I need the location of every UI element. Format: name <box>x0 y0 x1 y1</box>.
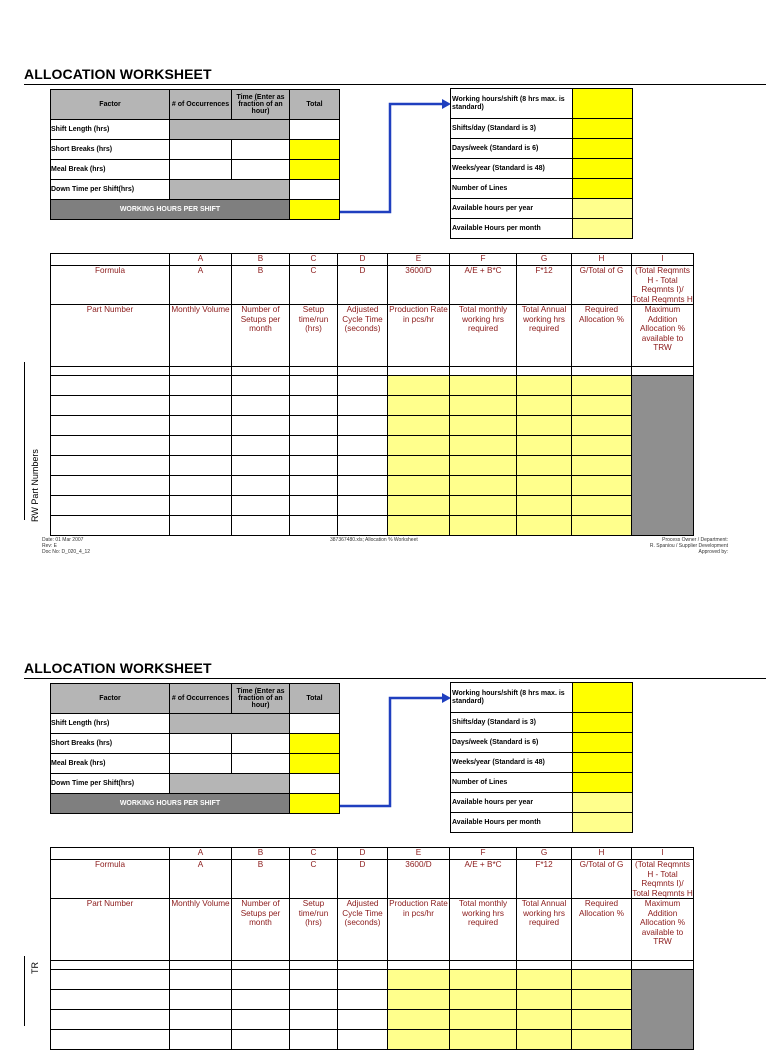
part-number-cell[interactable] <box>51 970 170 990</box>
column-letter: G <box>517 848 572 860</box>
factor-row-label: Down Time per Shift(hrs) <box>51 180 170 200</box>
column-header: Required Allocation % <box>572 899 632 961</box>
input-cell[interactable] <box>232 496 290 516</box>
column-header: Setup time/run (hrs) <box>290 899 338 961</box>
total-cell[interactable] <box>290 140 340 160</box>
occurrences-header: # of Occurrences <box>170 90 232 120</box>
footer-owner-name: R. Spaniou / Supplier Development <box>649 543 728 549</box>
input-cell[interactable] <box>338 1010 388 1030</box>
part-number-header: Part Number <box>51 305 170 367</box>
calc-cell[interactable] <box>572 476 632 496</box>
calc-cell[interactable] <box>572 516 632 536</box>
capacity-value-cell[interactable] <box>573 119 633 139</box>
formula-cell: F*12 <box>517 860 572 899</box>
footer-right <box>650 537 728 555</box>
working-hours-total-cell[interactable] <box>290 200 340 220</box>
factor-row-label: Meal Break (hrs) <box>51 160 170 180</box>
capacity-value-cell[interactable] <box>573 773 633 793</box>
input-cell[interactable] <box>290 476 338 496</box>
capacity-value-cell[interactable] <box>573 753 633 773</box>
max-allocation-cell <box>632 970 694 1050</box>
spacer-cell <box>388 961 450 970</box>
spacer-cell <box>517 367 572 376</box>
column-header: Total Annual working hrs required <box>517 305 572 367</box>
input-cell[interactable] <box>290 416 338 436</box>
working-hours-summary-label: WORKING HOURS PER SHIFT <box>51 794 290 814</box>
input-cell[interactable] <box>170 456 232 476</box>
calc-cell[interactable] <box>572 1010 632 1030</box>
calc-cell[interactable] <box>517 1010 572 1030</box>
calc-cell[interactable] <box>572 376 632 396</box>
grayed-cell <box>170 714 290 734</box>
capacity-row-label: Available Hours per month <box>451 219 573 239</box>
input-cell[interactable] <box>170 516 232 536</box>
calc-cell[interactable] <box>388 476 450 496</box>
total-cell[interactable] <box>290 160 340 180</box>
factor-table <box>50 683 340 814</box>
spacer-cell <box>572 367 632 376</box>
calc-cell[interactable] <box>517 496 572 516</box>
input-cell[interactable] <box>170 376 232 396</box>
formula-cell: 3600/D <box>388 266 450 305</box>
input-cell[interactable] <box>170 436 232 456</box>
calc-cell[interactable] <box>450 456 517 476</box>
time-cell[interactable] <box>232 754 290 774</box>
factor-row-label: Short Breaks (hrs) <box>51 140 170 160</box>
spacer-cell <box>51 961 170 970</box>
input-cell[interactable] <box>170 1010 232 1030</box>
capacity-value-cell[interactable] <box>573 219 633 239</box>
part-number-cell[interactable] <box>51 1030 170 1050</box>
formula-cell: D <box>338 266 388 305</box>
occurrences-cell[interactable] <box>170 734 232 754</box>
side-label: TR <box>30 962 40 974</box>
part-number-cell[interactable] <box>51 436 170 456</box>
working-hours-summary-label: WORKING HOURS PER SHIFT <box>51 200 290 220</box>
worksheet-title: ALLOCATION WORKSHEET <box>24 660 212 676</box>
calc-cell[interactable] <box>517 436 572 456</box>
spacer-cell <box>517 961 572 970</box>
formula-cell: 3600/D <box>388 860 450 899</box>
input-cell[interactable] <box>338 476 388 496</box>
column-letter: I <box>632 254 694 266</box>
column-letter: E <box>388 848 450 860</box>
calc-cell[interactable] <box>388 1030 450 1050</box>
calc-cell[interactable] <box>450 376 517 396</box>
capacity-row-label: Shifts/day (Standard is 3) <box>451 119 573 139</box>
input-cell[interactable] <box>232 1030 290 1050</box>
column-header: Adjusted Cycle Time (seconds) <box>338 305 388 367</box>
input-cell[interactable] <box>232 970 290 990</box>
formula-cell: A/E + B*C <box>450 266 517 305</box>
footer-doc-no: Doc No: D_020_4_12 <box>42 549 91 555</box>
footer-approved: Approved by: <box>698 549 728 555</box>
part-number-cell[interactable] <box>51 516 170 536</box>
calc-cell[interactable] <box>450 496 517 516</box>
column-header: Monthly Volume <box>170 305 232 367</box>
link-arrow <box>338 96 453 216</box>
column-header: Total monthly working hrs required <box>450 899 517 961</box>
column-letter: I <box>632 848 694 860</box>
capacity-value-cell[interactable] <box>573 89 633 119</box>
capacity-row-label: Available Hours per month <box>451 813 573 833</box>
input-cell[interactable] <box>290 516 338 536</box>
input-cell[interactable] <box>170 990 232 1010</box>
calc-cell[interactable] <box>572 436 632 456</box>
input-cell[interactable] <box>170 1030 232 1050</box>
calc-cell[interactable] <box>517 1030 572 1050</box>
part-number-cell[interactable] <box>51 456 170 476</box>
link-arrow <box>338 690 453 810</box>
input-cell[interactable] <box>290 376 338 396</box>
capacity-value-cell[interactable] <box>573 813 633 833</box>
input-cell[interactable] <box>290 970 338 990</box>
spacer-cell <box>450 367 517 376</box>
input-cell[interactable] <box>338 496 388 516</box>
calc-cell[interactable] <box>450 476 517 496</box>
input-cell[interactable] <box>232 416 290 436</box>
calc-cell[interactable] <box>572 416 632 436</box>
input-cell[interactable] <box>290 456 338 476</box>
input-cell[interactable] <box>232 476 290 496</box>
factor-row-label: Down Time per Shift(hrs) <box>51 774 170 794</box>
column-header: Number of Setups per month <box>232 305 290 367</box>
spacer-cell <box>290 961 338 970</box>
formula-cell: G/Total of G <box>572 860 632 899</box>
calc-cell[interactable] <box>388 1010 450 1030</box>
total-cell[interactable] <box>290 714 340 734</box>
input-cell[interactable] <box>290 1030 338 1050</box>
column-letter: E <box>388 254 450 266</box>
spacer-cell <box>232 367 290 376</box>
worksheet-page-2 <box>0 594 768 1024</box>
calc-cell[interactable] <box>450 516 517 536</box>
calc-cell[interactable] <box>572 396 632 416</box>
formula-cell: B <box>232 266 290 305</box>
column-letter: H <box>572 254 632 266</box>
factor-row-label: Short Breaks (hrs) <box>51 734 170 754</box>
calc-cell[interactable] <box>517 416 572 436</box>
time-header: Time (Enter as fraction of an hour) <box>232 684 290 714</box>
calc-cell[interactable] <box>388 456 450 476</box>
column-letter: F <box>450 254 517 266</box>
part-number-cell[interactable] <box>51 416 170 436</box>
calc-cell[interactable] <box>517 990 572 1010</box>
capacity-row-label: Weeks/year (Standard is 48) <box>451 753 573 773</box>
occurrences-cell[interactable] <box>170 140 232 160</box>
input-cell[interactable] <box>338 416 388 436</box>
calc-cell[interactable] <box>388 496 450 516</box>
factor-row-label: Shift Length (hrs) <box>51 714 170 734</box>
calc-cell[interactable] <box>388 416 450 436</box>
calc-cell[interactable] <box>450 416 517 436</box>
part-number-cell[interactable] <box>51 396 170 416</box>
column-letter: C <box>290 254 338 266</box>
formula-cell: A/E + B*C <box>450 860 517 899</box>
letter-cell <box>51 848 170 860</box>
part-number-header: Part Number <box>51 899 170 961</box>
calc-cell[interactable] <box>572 1030 632 1050</box>
calc-cell[interactable] <box>572 456 632 476</box>
time-cell[interactable] <box>232 160 290 180</box>
column-header: Maximum Addition Allocation % available to TRW <box>632 899 694 961</box>
calc-cell[interactable] <box>450 1010 517 1030</box>
input-cell[interactable] <box>290 436 338 456</box>
input-cell[interactable] <box>338 396 388 416</box>
spacer-cell <box>632 367 694 376</box>
title-rule <box>24 84 766 85</box>
column-letter: D <box>338 254 388 266</box>
capacity-row-label: Weeks/year (Standard is 48) <box>451 159 573 179</box>
capacity-value-cell[interactable] <box>573 713 633 733</box>
input-cell[interactable] <box>338 516 388 536</box>
calc-cell[interactable] <box>388 376 450 396</box>
capacity-row-label: Working hours/shift (8 hrs max. is standard) <box>451 683 573 713</box>
title-rule <box>24 678 766 679</box>
spacer-cell <box>170 961 232 970</box>
input-cell[interactable] <box>338 436 388 456</box>
calc-cell[interactable] <box>572 970 632 990</box>
capacity-row-label: Number of Lines <box>451 773 573 793</box>
formula-cell: A <box>170 266 232 305</box>
formula-cell: C <box>290 860 338 899</box>
calc-cell[interactable] <box>517 970 572 990</box>
calc-cell[interactable] <box>517 476 572 496</box>
formula-label: Formula <box>51 860 170 899</box>
input-cell[interactable] <box>170 496 232 516</box>
calc-cell[interactable] <box>388 436 450 456</box>
column-letter: F <box>450 848 517 860</box>
spacer-cell <box>632 961 694 970</box>
calc-cell[interactable] <box>517 516 572 536</box>
footer-date: Date: 01 Mar 2007 <box>42 537 84 543</box>
calc-cell[interactable] <box>450 1030 517 1050</box>
column-header: Total Annual working hrs required <box>517 899 572 961</box>
formula-label: Formula <box>51 266 170 305</box>
spacer-cell <box>170 367 232 376</box>
input-cell[interactable] <box>232 396 290 416</box>
input-cell[interactable] <box>290 496 338 516</box>
input-cell[interactable] <box>290 1010 338 1030</box>
input-cell[interactable] <box>290 396 338 416</box>
spacer-cell <box>572 961 632 970</box>
column-header: Maximum Addition Allocation % available to TRW <box>632 305 694 367</box>
footer-rev: Rev: E <box>42 543 58 549</box>
total-header: Total <box>290 684 340 714</box>
column-letter: D <box>338 848 388 860</box>
calc-cell[interactable] <box>388 990 450 1010</box>
grayed-cell <box>170 774 290 794</box>
calc-cell[interactable] <box>450 436 517 456</box>
allocation-table <box>50 847 694 1050</box>
column-header: Production Rate in pcs/hr <box>388 305 450 367</box>
input-cell[interactable] <box>232 1010 290 1030</box>
calc-cell[interactable] <box>388 396 450 416</box>
part-number-cell[interactable] <box>51 1010 170 1030</box>
input-cell[interactable] <box>232 376 290 396</box>
spacer-cell <box>388 367 450 376</box>
occurrences-cell[interactable] <box>170 754 232 774</box>
column-header: Production Rate in pcs/hr <box>388 899 450 961</box>
total-cell[interactable] <box>290 734 340 754</box>
calc-cell[interactable] <box>450 970 517 990</box>
column-header: Number of Setups per month <box>232 899 290 961</box>
capacity-value-cell[interactable] <box>573 733 633 753</box>
part-number-cell[interactable] <box>51 476 170 496</box>
column-letter: H <box>572 848 632 860</box>
capacity-row-label: Working hours/shift (8 hrs max. is standard) <box>451 89 573 119</box>
total-header: Total <box>290 90 340 120</box>
input-cell[interactable] <box>232 456 290 476</box>
worksheet-title: ALLOCATION WORKSHEET <box>24 66 212 82</box>
capacity-row-label: Days/week (Standard is 6) <box>451 733 573 753</box>
calc-cell[interactable] <box>450 990 517 1010</box>
capacity-value-cell[interactable] <box>573 139 633 159</box>
spacer-cell <box>51 367 170 376</box>
total-cell[interactable] <box>290 120 340 140</box>
calc-cell[interactable] <box>388 970 450 990</box>
factor-table <box>50 89 340 220</box>
calc-cell[interactable] <box>572 496 632 516</box>
formula-cell: D <box>338 860 388 899</box>
input-cell[interactable] <box>338 1030 388 1050</box>
capacity-value-cell[interactable] <box>573 199 633 219</box>
formula-cell: A <box>170 860 232 899</box>
total-cell[interactable] <box>290 754 340 774</box>
time-cell[interactable] <box>232 734 290 754</box>
input-cell[interactable] <box>232 436 290 456</box>
calc-cell[interactable] <box>572 990 632 1010</box>
input-cell[interactable] <box>170 476 232 496</box>
calc-cell[interactable] <box>388 516 450 536</box>
formula-cell: C <box>290 266 338 305</box>
column-letter: C <box>290 848 338 860</box>
side-divider <box>24 956 25 1026</box>
formula-cell: F*12 <box>517 266 572 305</box>
time-header: Time (Enter as fraction of an hour) <box>232 90 290 120</box>
total-cell[interactable] <box>290 774 340 794</box>
input-cell[interactable] <box>170 396 232 416</box>
input-cell[interactable] <box>338 456 388 476</box>
formula-cell: (Total Reqmnts H - Total Reqmnts I)/ Total Reqmnts H <box>632 860 693 898</box>
side-divider <box>24 362 25 520</box>
spacer-cell <box>232 961 290 970</box>
input-cell[interactable] <box>338 376 388 396</box>
spacer-cell <box>338 961 388 970</box>
factor-row-label: Shift Length (hrs) <box>51 120 170 140</box>
working-hours-total-cell[interactable] <box>290 794 340 814</box>
column-letter: A <box>170 254 232 266</box>
capacity-row-label: Available hours per year <box>451 793 573 813</box>
input-cell[interactable] <box>232 516 290 536</box>
input-cell[interactable] <box>170 970 232 990</box>
formula-cell: B <box>232 860 290 899</box>
footer-owner: Process Owner / Department: <box>662 537 728 543</box>
capacity-value-cell[interactable] <box>573 159 633 179</box>
grayed-cell <box>170 180 290 200</box>
footer-left <box>42 537 90 555</box>
input-cell[interactable] <box>338 990 388 1010</box>
column-header: Required Allocation % <box>572 305 632 367</box>
column-header: Monthly Volume <box>170 899 232 961</box>
spacer-cell <box>290 367 338 376</box>
grayed-cell <box>170 120 290 140</box>
part-number-cell[interactable] <box>51 990 170 1010</box>
footer-center: 387367480.xls; Allocation % Worksheet <box>330 537 418 543</box>
spacer-cell <box>450 961 517 970</box>
calc-cell[interactable] <box>450 396 517 416</box>
input-cell[interactable] <box>232 990 290 1010</box>
factor-header: Factor <box>51 90 170 120</box>
factor-header: Factor <box>51 684 170 714</box>
capacity-row-label: Available hours per year <box>451 199 573 219</box>
column-header: Adjusted Cycle Time (seconds) <box>338 899 388 961</box>
capacity-row-label: Shifts/day (Standard is 3) <box>451 713 573 733</box>
capacity-table <box>450 682 633 833</box>
formula-cell: G/Total of G <box>572 266 632 305</box>
occurrences-header: # of Occurrences <box>170 684 232 714</box>
column-letter: B <box>232 848 290 860</box>
column-letter: B <box>232 254 290 266</box>
capacity-value-cell[interactable] <box>573 179 633 199</box>
input-cell[interactable] <box>290 990 338 1010</box>
input-cell[interactable] <box>170 416 232 436</box>
part-number-cell[interactable] <box>51 376 170 396</box>
calc-cell[interactable] <box>517 376 572 396</box>
capacity-table <box>450 88 633 239</box>
column-letter: G <box>517 254 572 266</box>
total-cell[interactable] <box>290 180 340 200</box>
column-letter: A <box>170 848 232 860</box>
spacer-cell <box>338 367 388 376</box>
capacity-row-label: Number of Lines <box>451 179 573 199</box>
factor-row-label: Meal Break (hrs) <box>51 754 170 774</box>
part-number-cell[interactable] <box>51 496 170 516</box>
letter-cell <box>51 254 170 266</box>
calc-cell[interactable] <box>517 456 572 476</box>
capacity-value-cell[interactable] <box>573 793 633 813</box>
allocation-table <box>50 253 694 536</box>
side-label: RW Part Numbers <box>30 449 40 522</box>
column-header: Setup time/run (hrs) <box>290 305 338 367</box>
formula-cell: (Total Reqmnts H - Total Reqmnts I)/ Total Reqmnts H <box>632 266 693 304</box>
capacity-value-cell[interactable] <box>573 683 633 713</box>
time-cell[interactable] <box>232 140 290 160</box>
column-header: Total monthly working hrs required <box>450 305 517 367</box>
calc-cell[interactable] <box>517 396 572 416</box>
occurrences-cell[interactable] <box>170 160 232 180</box>
max-allocation-cell <box>632 376 694 536</box>
capacity-row-label: Days/week (Standard is 6) <box>451 139 573 159</box>
input-cell[interactable] <box>338 970 388 990</box>
